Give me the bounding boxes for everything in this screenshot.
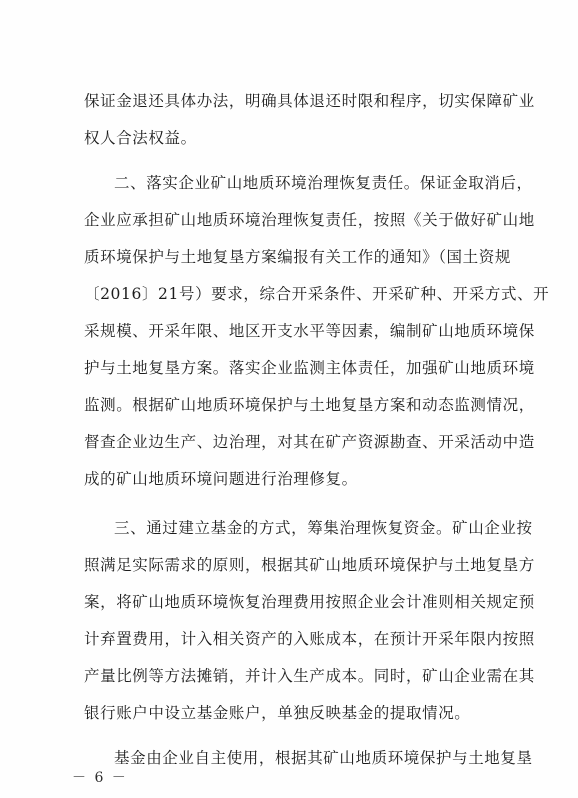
page-number: － 6 － xyxy=(72,770,128,786)
text-line: 银行账户中设立基金账户，单独反映基金的提取情况。 xyxy=(84,704,471,722)
text-line: 监测。根据矿山地质环境保护与土地复垦方案和动态监测情况， xyxy=(84,396,535,414)
text-line: 保证金退还具体办法，明确具体退还时限和程序，切实保障矿业 xyxy=(84,92,535,110)
text-line: 权人合法权益。 xyxy=(84,129,197,147)
section-heading-line: 三、通过建立基金的方式，筹集治理恢复资金。矿山企业按 xyxy=(114,519,533,537)
section-heading-line: 二、落实企业矿山地质环境治理恢复责任。保证金取消后， xyxy=(114,174,533,192)
text-line: 〔2016〕21号）要求，综合开采条件、开采矿种、开采方式、开 xyxy=(84,285,550,303)
text-line: 照满足实际需求的原则，根据其矿山地质环境保护与土地复垦方 xyxy=(84,556,535,574)
text-line: 产量比例等方法摊销，并计入生产成本。同时，矿山企业需在其 xyxy=(84,667,535,685)
text-line: 质环境保护与土地复垦方案编报有关工作的通知》（国土资规 xyxy=(84,248,511,266)
text-line: 基金由企业自主使用，根据其矿山地质环境保护与土地复垦 xyxy=(114,749,533,767)
text-line: 案，将矿山地质环境恢复治理费用按照企业会计准则相关规定预 xyxy=(84,593,535,611)
text-line: 采规模、开采年限、地区开支水平等因素，编制矿山地质环境保 xyxy=(84,322,535,340)
text-line: 督查企业边生产、边治理，对其在矿产资源勘查、开采活动中造 xyxy=(84,433,535,451)
text-line: 成的矿山地质环境问题进行治理修复。 xyxy=(84,470,358,488)
text-line: 计弃置费用，计入相关资产的入账成本，在预计开采年限内按照 xyxy=(84,630,535,648)
text-line: 护与土地复垦方案。落实企业监测主体责任，加强矿山地质环境 xyxy=(84,359,535,377)
text-line: 企业应承担矿山地质环境治理恢复责任，按照《关于做好矿山地 xyxy=(84,211,535,229)
